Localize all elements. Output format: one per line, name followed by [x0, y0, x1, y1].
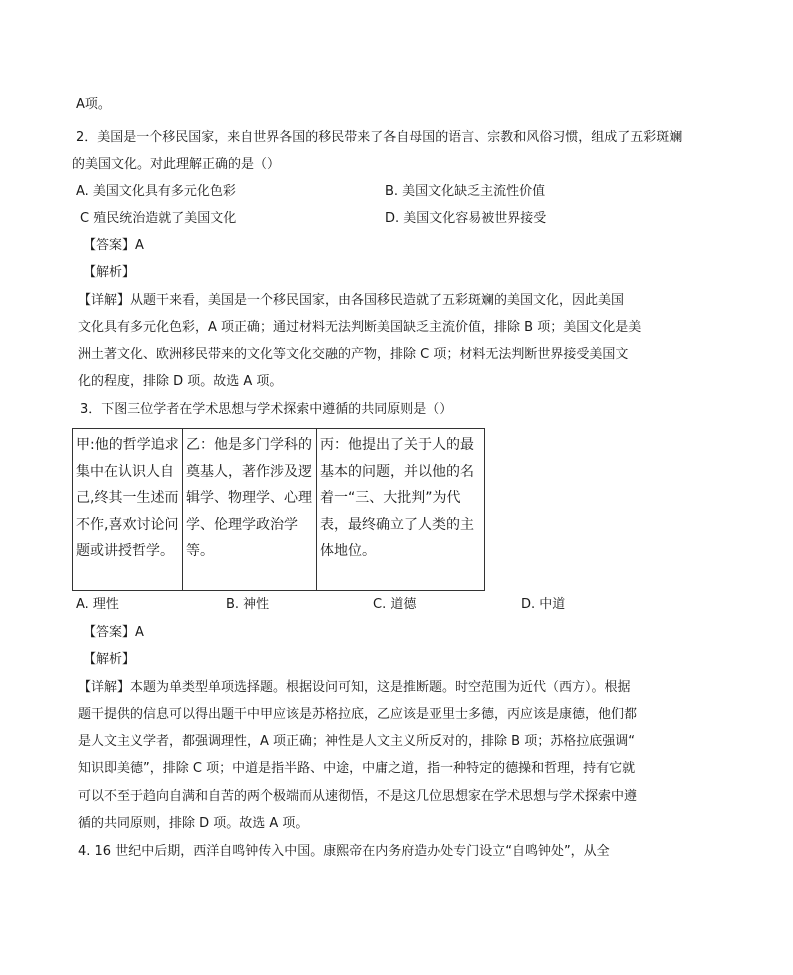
q3-scholars-table	[72, 428, 485, 591]
q2-detail-line-1: 【详解】从题干来看，美国是一个移民国家，由各国移民造就了五彩斑斓的美国文化，因此美国	[78, 293, 625, 308]
scholar-yi-cell: 乙：他是多门学科的奠基人，著作涉及逻辑学、物理学、心理学、伦理学政治学等。	[183, 429, 317, 591]
q4-stem: 4. 16 世纪中后期，西洋自鸣钟传入中国。康熙帝在内务府造办处专门设立“自鸣钟处”，从全	[78, 844, 610, 859]
q2-analysis-label: 【解析】	[83, 265, 136, 280]
q3-option-a: A. 理性	[76, 597, 119, 612]
q3-option-d: D. 中道	[521, 597, 566, 612]
q3-analysis-label: 【解析】	[83, 652, 136, 667]
q2-option-d: D. 美国文化容易被世界接受	[385, 211, 547, 226]
q3-detail-line-3: 是人文主义学者，都强调理性，A 项正确；神性是人文主义所反对的，排除 B 项；苏格拉底强调“	[78, 734, 635, 749]
q3-option-b: B. 神性	[226, 597, 270, 612]
q2-detail-line-2: 文化具有多元化色彩，A 项正确；通过材料无法判断美国缺乏主流价值，排除 B 项；美国文化是美	[78, 320, 642, 335]
q3-detail-line-4: 知识即美德”，排除 C 项；中道是指半路、中途，中庸之道，指一种特定的德操和哲理，持有它就	[78, 761, 636, 776]
q3-stem: 3．下图三位学者在学术思想与学术探索中遵循的共同原则是（）	[80, 402, 453, 417]
q3-detail-line-6: 循的共同原则，排除 D 项。故选 A 项。	[78, 816, 309, 831]
q2-stem-line-1: 2．美国是一个移民国家，来自世界各国的移民带来了各自母国的语言、宗教和风俗习惯，组成了五彩斑斓	[76, 130, 683, 145]
q3-option-c: C. 道德	[373, 597, 417, 612]
q3-detail-line-1: 【详解】本题为单类型单项选择题。根据设问可知，这是推断题。时空范围为近代（西方）。根据	[78, 680, 631, 695]
q2-answer: 【答案】A	[83, 238, 144, 253]
q2-option-b: B. 美国文化缺乏主流性价值	[385, 184, 546, 199]
q2-detail-line-3: 洲土著文化、欧洲移民带来的文化等文化交融的产物，排除 C 项；材料无法判断世界接受美国文	[78, 347, 629, 362]
q3-answer: 【答案】A	[83, 625, 144, 640]
q2-detail-line-4: 化的程度，排除 D 项。故选 A 项。	[78, 374, 283, 389]
scholar-bing-cell: 丙：他提出了关于人的最基本的问题，并以他的名着一“三、大批判”为代表，最终确立了人类的主体地位。	[317, 429, 485, 591]
q2-option-a: A. 美国文化具有多元化色彩	[76, 184, 236, 199]
previous-answer-tail: A项。	[76, 97, 111, 112]
q3-detail-line-5: 可以不至于趋向自满和自苦的两个极端而从速彻悟，不是这几位思想家在学术思想与学术探索中遵	[78, 789, 638, 804]
q2-stem-line-2: 的美国文化。对此理解正确的是（）	[72, 157, 281, 172]
q3-detail-line-2: 题干提供的信息可以得出题干中甲应该是苏格拉底，乙应该是亚里士多德，丙应该是康德，他们都	[78, 707, 638, 722]
scholar-jia-cell: 甲:他的哲学追求集中在认识人自己,终其一生述而不作,喜欢讨论问题或讲授哲学。	[73, 429, 183, 591]
table-row	[73, 429, 485, 591]
q2-option-c: C 殖民统治造就了美国文化	[80, 211, 237, 226]
